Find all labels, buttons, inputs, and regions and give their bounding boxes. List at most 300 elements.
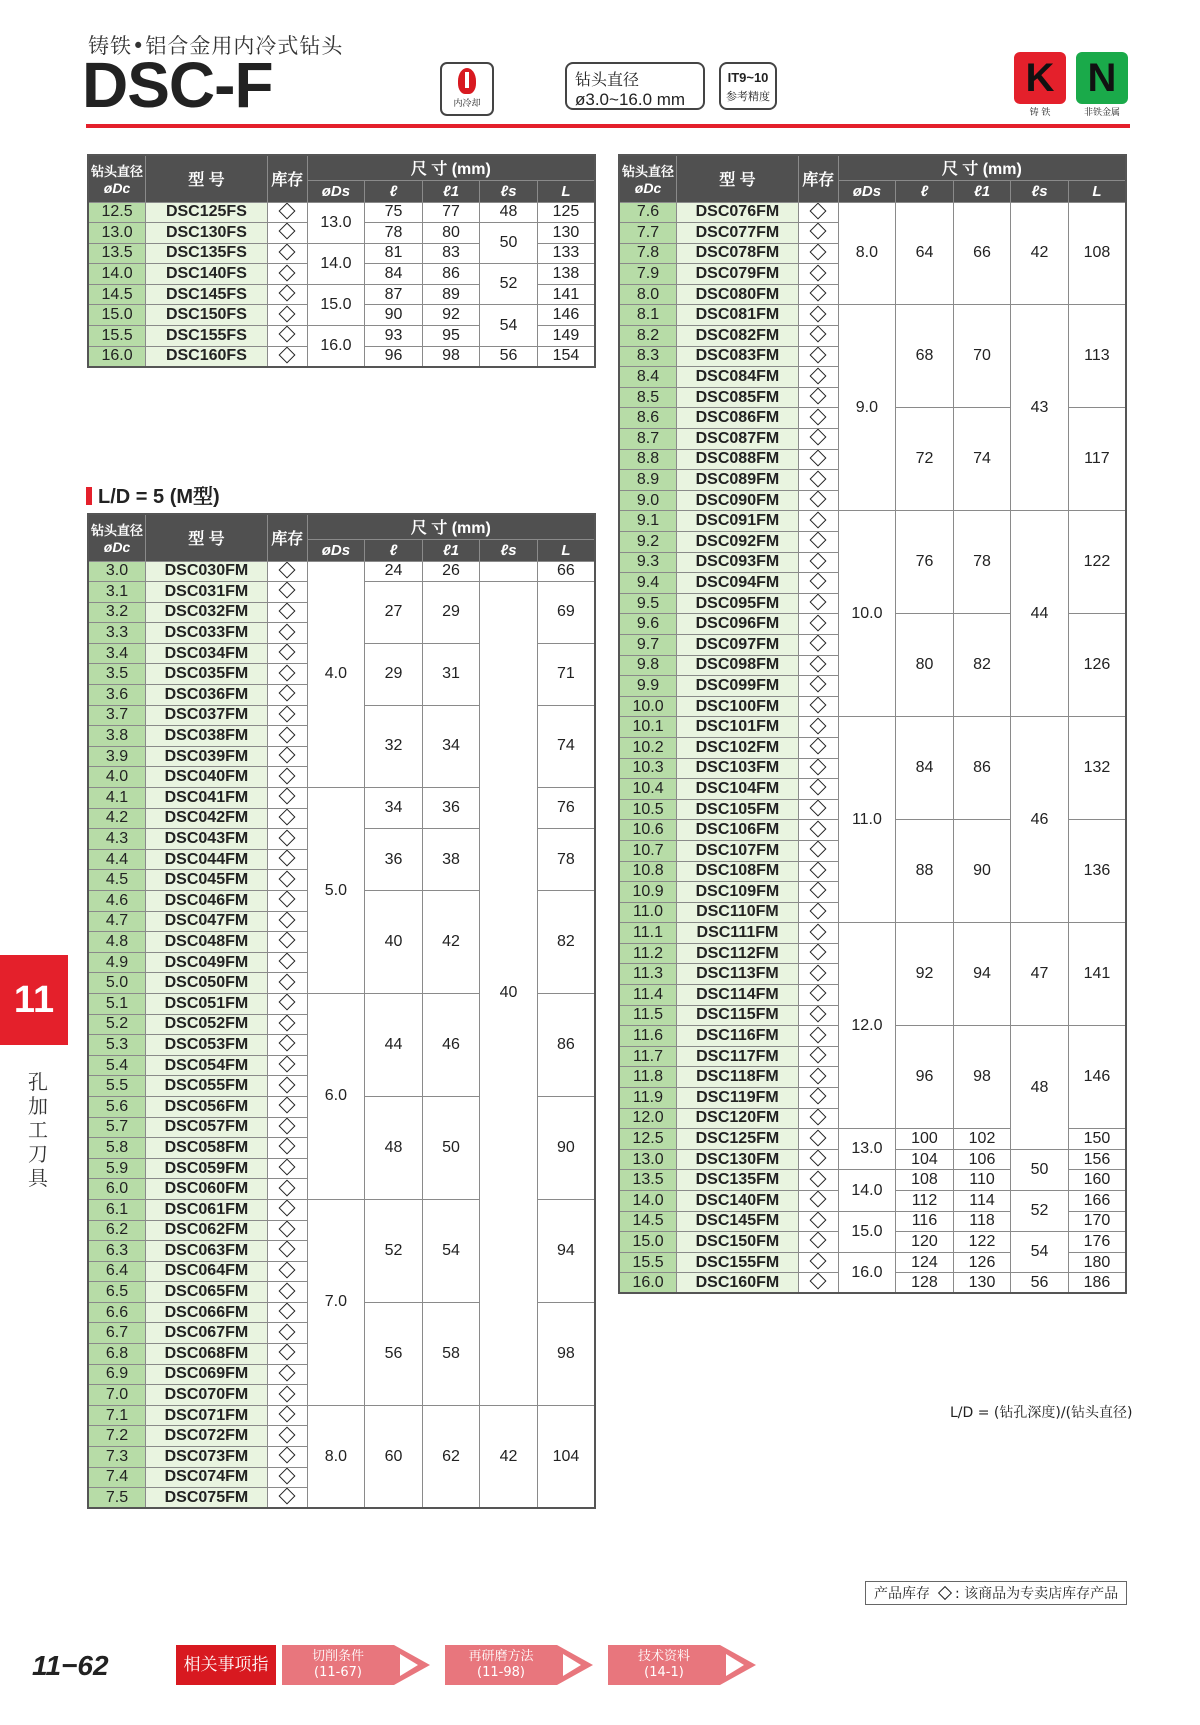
stock-diamond-icon bbox=[810, 841, 827, 858]
cell-diameter: 14.0 bbox=[88, 264, 146, 285]
cell-l1: 82 bbox=[953, 614, 1011, 717]
cell-model: DSC112FM bbox=[677, 943, 799, 964]
cell-l1: 83 bbox=[422, 243, 480, 264]
cell-diameter: 3.6 bbox=[88, 685, 146, 706]
cell-model: DSC052FM bbox=[146, 1014, 268, 1035]
cell-l1: 42 bbox=[422, 891, 480, 994]
header-ls: ℓs bbox=[1011, 180, 1069, 202]
cell-stock bbox=[798, 408, 838, 429]
cell-model: DSC039FM bbox=[146, 746, 268, 767]
header-ds: øDs bbox=[838, 180, 896, 202]
table-row bbox=[619, 511, 1126, 532]
cell-stock bbox=[798, 1232, 838, 1253]
cell-l1: 110 bbox=[953, 1170, 1011, 1191]
stock-diamond-icon bbox=[279, 1179, 296, 1196]
cell-stock bbox=[267, 1426, 307, 1447]
cell-model: DSC091FM bbox=[677, 511, 799, 532]
cell-stock bbox=[798, 820, 838, 841]
cell-model: DSC067FM bbox=[146, 1323, 268, 1344]
stock-diamond-icon bbox=[810, 1253, 827, 1270]
cell-diameter: 9.8 bbox=[619, 655, 677, 676]
cell-l1: 114 bbox=[953, 1191, 1011, 1212]
cell-model: DSC050FM bbox=[146, 973, 268, 994]
cell-l: 84 bbox=[365, 264, 423, 285]
cell-stock bbox=[267, 1302, 307, 1323]
material-k-badge: K bbox=[1014, 52, 1066, 104]
stock-diamond-icon bbox=[810, 1129, 827, 1146]
regrinding-method-link[interactable] bbox=[445, 1645, 595, 1685]
cell-stock bbox=[267, 1117, 307, 1138]
cell-stock bbox=[798, 1046, 838, 1067]
cell-model: DSC106FM bbox=[677, 820, 799, 841]
stock-diamond-icon bbox=[279, 582, 296, 599]
cell-model: DSC089FM bbox=[677, 470, 799, 491]
cell-stock bbox=[798, 264, 838, 285]
cell-diameter: 16.0 bbox=[619, 1273, 677, 1294]
cell-stock bbox=[798, 634, 838, 655]
cell-ls: 40 bbox=[480, 582, 538, 1406]
stock-diamond-icon bbox=[279, 1447, 296, 1464]
header-diameter bbox=[88, 155, 146, 202]
cell-model: DSC043FM bbox=[146, 829, 268, 850]
cell-diameter: 6.1 bbox=[88, 1199, 146, 1220]
cell-model: DSC115FM bbox=[677, 1005, 799, 1026]
cell-l: 133 bbox=[537, 243, 595, 264]
cell-diameter: 16.0 bbox=[88, 346, 146, 367]
cell-diameter: 15.5 bbox=[88, 326, 146, 347]
cell-model: DSC087FM bbox=[677, 429, 799, 450]
header-model: 型 号 bbox=[146, 514, 268, 561]
cell-model: DSC114FM bbox=[677, 985, 799, 1006]
cell-stock bbox=[798, 1005, 838, 1026]
cell-model: DSC042FM bbox=[146, 808, 268, 829]
cell-l: 66 bbox=[537, 561, 595, 582]
stock-diamond-icon bbox=[279, 1467, 296, 1484]
stock-diamond-icon bbox=[279, 264, 296, 281]
cell-l: 93 bbox=[365, 326, 423, 347]
stock-diamond-icon bbox=[810, 1211, 827, 1228]
cell-stock bbox=[267, 870, 307, 891]
header-l: L bbox=[1068, 180, 1126, 202]
cell-l1: 92 bbox=[422, 305, 480, 326]
spec-table-m-part2 bbox=[618, 154, 1127, 1294]
stock-diamond-icon bbox=[279, 602, 296, 619]
cell-l: 150 bbox=[1068, 1129, 1126, 1150]
cell-diameter: 4.9 bbox=[88, 952, 146, 973]
page-subtitle: 铸铁•铝合金用内冷式钻头 bbox=[88, 34, 344, 58]
stock-diamond-icon bbox=[279, 747, 296, 764]
stock-diamond-icon bbox=[279, 1117, 296, 1134]
cell-l: 32 bbox=[365, 705, 423, 787]
cell-stock bbox=[798, 882, 838, 903]
cell-diameter: 9.3 bbox=[619, 552, 677, 573]
cell-model: DSC104FM bbox=[677, 779, 799, 800]
cell-stock bbox=[267, 243, 307, 264]
cell-l: 88 bbox=[896, 820, 954, 923]
cell-stock bbox=[798, 429, 838, 450]
cell-stock bbox=[267, 1199, 307, 1220]
stock-diamond-icon bbox=[810, 388, 827, 405]
header-model: 型 号 bbox=[677, 155, 799, 202]
cell-ls: 56 bbox=[480, 346, 538, 367]
cell-model: DSC048FM bbox=[146, 932, 268, 953]
cell-model: DSC098FM bbox=[677, 655, 799, 676]
cell-diameter: 4.5 bbox=[88, 870, 146, 891]
cell-stock bbox=[267, 202, 307, 223]
stock-diamond-icon bbox=[279, 561, 296, 578]
cell-model: DSC071FM bbox=[146, 1405, 268, 1426]
stock-diamond-icon bbox=[810, 367, 827, 384]
cell-diameter: 10.4 bbox=[619, 779, 677, 800]
cell-l: 138 bbox=[537, 264, 595, 285]
cell-stock bbox=[267, 767, 307, 788]
cell-diameter: 6.4 bbox=[88, 1261, 146, 1282]
stock-diamond-icon bbox=[810, 635, 827, 652]
cell-model: DSC076FM bbox=[677, 202, 799, 223]
cell-ds: 15.0 bbox=[838, 1211, 896, 1252]
header-dimensions: 尺 寸 (mm) bbox=[307, 155, 595, 180]
cell-l1: 26 bbox=[422, 561, 480, 582]
cell-model: DSC034FM bbox=[146, 643, 268, 664]
technical-data-link[interactable] bbox=[608, 1645, 758, 1685]
stock-diamond-icon bbox=[810, 470, 827, 487]
stock-diamond-icon bbox=[810, 944, 827, 961]
cell-l: 96 bbox=[365, 346, 423, 367]
stock-diamond-icon bbox=[810, 491, 827, 508]
cell-ds: 16.0 bbox=[838, 1252, 896, 1293]
cell-model: DSC077FM bbox=[677, 223, 799, 244]
cell-ls: 52 bbox=[1011, 1191, 1069, 1232]
cell-l1: 66 bbox=[953, 202, 1011, 305]
header-diameter-label: 钻头直径 bbox=[622, 164, 675, 180]
cell-diameter: 11.5 bbox=[619, 1005, 677, 1026]
cell-diameter: 11.9 bbox=[619, 1088, 677, 1109]
cell-l: 87 bbox=[365, 284, 423, 305]
cell-model: DSC116FM bbox=[677, 1026, 799, 1047]
stock-diamond-icon bbox=[810, 985, 827, 1002]
cell-l: 136 bbox=[1068, 820, 1126, 923]
cell-l: 124 bbox=[896, 1252, 954, 1273]
cell-model: DSC095FM bbox=[677, 593, 799, 614]
cell-diameter: 4.6 bbox=[88, 891, 146, 912]
cell-l: 116 bbox=[896, 1211, 954, 1232]
cell-diameter: 15.0 bbox=[619, 1232, 677, 1253]
stock-diamond-icon bbox=[279, 1200, 296, 1217]
cell-diameter: 14.5 bbox=[619, 1211, 677, 1232]
cell-diameter: 9.9 bbox=[619, 676, 677, 697]
cell-ls: 54 bbox=[480, 305, 538, 346]
cell-diameter: 8.4 bbox=[619, 367, 677, 388]
cell-diameter: 10.9 bbox=[619, 882, 677, 903]
stock-diamond-icon bbox=[810, 449, 827, 466]
stock-diamond-icon bbox=[279, 1076, 296, 1093]
cell-model: DSC068FM bbox=[146, 1344, 268, 1365]
cell-diameter: 3.9 bbox=[88, 746, 146, 767]
cell-l1: 102 bbox=[953, 1129, 1011, 1150]
cell-diameter: 9.6 bbox=[619, 614, 677, 635]
stock-diamond-icon bbox=[279, 202, 296, 219]
cell-l: 90 bbox=[537, 1096, 595, 1199]
cell-stock bbox=[798, 284, 838, 305]
cell-diameter: 10.8 bbox=[619, 861, 677, 882]
header-stock: 库存 bbox=[798, 155, 838, 202]
cell-stock bbox=[267, 664, 307, 685]
cell-stock bbox=[267, 284, 307, 305]
stock-diamond-icon bbox=[279, 1035, 296, 1052]
cell-diameter: 12.0 bbox=[619, 1108, 677, 1129]
stock-diamond-icon bbox=[810, 738, 827, 755]
cell-diameter: 8.1 bbox=[619, 305, 677, 326]
diameter-range: ø3.0~16.0 mm bbox=[575, 90, 686, 109]
cell-l: 104 bbox=[537, 1405, 595, 1508]
cell-l1: 31 bbox=[422, 643, 480, 705]
cell-diameter: 11.4 bbox=[619, 985, 677, 1006]
cell-diameter: 7.1 bbox=[88, 1405, 146, 1426]
cell-model: DSC094FM bbox=[677, 573, 799, 594]
stock-diamond-icon bbox=[279, 1159, 296, 1176]
cell-ls: 44 bbox=[1011, 511, 1069, 717]
cell-diameter: 6.0 bbox=[88, 1179, 146, 1200]
cell-diameter: 4.0 bbox=[88, 767, 146, 788]
cell-stock bbox=[267, 829, 307, 850]
link-label: 切削条件 bbox=[311, 1649, 364, 1664]
cell-stock bbox=[267, 808, 307, 829]
cutting-conditions-link[interactable] bbox=[282, 1645, 432, 1685]
stock-diamond-icon bbox=[810, 861, 827, 878]
cell-model: DSC060FM bbox=[146, 1179, 268, 1200]
stock-legend bbox=[865, 1581, 1127, 1605]
cell-stock bbox=[267, 1364, 307, 1385]
cell-l1: 86 bbox=[953, 717, 1011, 820]
stock-diamond-icon bbox=[279, 1303, 296, 1320]
cell-diameter: 7.5 bbox=[88, 1488, 146, 1509]
page-title: DSC-F bbox=[82, 49, 273, 121]
stock-diamond-icon bbox=[279, 243, 296, 260]
cell-stock bbox=[798, 202, 838, 223]
cell-diameter: 11.1 bbox=[619, 923, 677, 944]
stock-diamond-icon bbox=[810, 573, 827, 590]
cell-diameter: 9.1 bbox=[619, 511, 677, 532]
cell-model: DSC107FM bbox=[677, 840, 799, 861]
cell-model: DSC080FM bbox=[677, 284, 799, 305]
cell-stock bbox=[798, 614, 838, 635]
stock-diamond-icon bbox=[810, 1005, 827, 1022]
cell-diameter: 4.2 bbox=[88, 808, 146, 829]
cell-l: 69 bbox=[537, 582, 595, 644]
cell-ls: 42 bbox=[480, 1405, 538, 1508]
cell-diameter: 5.7 bbox=[88, 1117, 146, 1138]
cell-l: 154 bbox=[537, 346, 595, 367]
cell-model: DSC059FM bbox=[146, 1158, 268, 1179]
cell-l1: 62 bbox=[422, 1405, 480, 1508]
cell-l: 130 bbox=[537, 223, 595, 244]
cell-model: DSC054FM bbox=[146, 1055, 268, 1076]
stock-diamond-icon bbox=[810, 1026, 827, 1043]
cell-l: 84 bbox=[896, 717, 954, 820]
chapter-tab-text: 孔加工刀具 bbox=[28, 1070, 48, 1190]
stock-diamond-icon bbox=[279, 1056, 296, 1073]
cell-l: 176 bbox=[1068, 1232, 1126, 1253]
cell-l1: 58 bbox=[422, 1302, 480, 1405]
cell-model: DSC099FM bbox=[677, 676, 799, 697]
cell-stock bbox=[267, 223, 307, 244]
cell-diameter: 7.6 bbox=[619, 202, 677, 223]
cell-stock bbox=[267, 1282, 307, 1303]
header-model: 型 号 bbox=[146, 155, 268, 202]
stock-diamond-icon bbox=[810, 305, 827, 322]
cell-model: DSC160FM bbox=[677, 1273, 799, 1294]
cell-l: 29 bbox=[365, 643, 423, 705]
header-l1: ℓ1 bbox=[953, 180, 1011, 202]
stock-diamond-icon bbox=[279, 953, 296, 970]
cell-stock bbox=[798, 676, 838, 697]
stock-diamond-icon bbox=[279, 911, 296, 928]
cell-model: DSC081FM bbox=[677, 305, 799, 326]
stock-diamond-icon bbox=[279, 1220, 296, 1237]
cell-l: 186 bbox=[1068, 1273, 1126, 1294]
cell-l1: 34 bbox=[422, 705, 480, 787]
cell-diameter: 6.5 bbox=[88, 1282, 146, 1303]
cell-diameter: 5.9 bbox=[88, 1158, 146, 1179]
cell-l1: 94 bbox=[953, 923, 1011, 1026]
stock-diamond-icon bbox=[279, 623, 296, 640]
cell-l1: 106 bbox=[953, 1149, 1011, 1170]
stock-diamond-icon bbox=[810, 882, 827, 899]
stock-diamond-icon bbox=[810, 202, 827, 219]
cell-stock bbox=[267, 1096, 307, 1117]
stock-diamond-icon bbox=[810, 676, 827, 693]
cell-model: DSC035FM bbox=[146, 664, 268, 685]
cell-ls: 47 bbox=[1011, 923, 1069, 1026]
cell-stock bbox=[267, 305, 307, 326]
cell-diameter: 11.3 bbox=[619, 964, 677, 985]
cell-l1: 130 bbox=[953, 1273, 1011, 1294]
cell-diameter: 12.5 bbox=[619, 1129, 677, 1150]
header-diameter-symbol: øDc bbox=[103, 539, 131, 556]
cell-stock bbox=[267, 1179, 307, 1200]
cell-stock bbox=[798, 387, 838, 408]
cell-stock bbox=[267, 582, 307, 603]
stock-diamond-icon bbox=[279, 664, 296, 681]
cell-l: 98 bbox=[537, 1302, 595, 1405]
cell-diameter: 5.5 bbox=[88, 1076, 146, 1097]
cell-diameter: 8.7 bbox=[619, 429, 677, 450]
table-row bbox=[88, 202, 595, 223]
cell-l: 36 bbox=[365, 829, 423, 891]
cell-stock bbox=[798, 655, 838, 676]
cell-model: DSC030FM bbox=[146, 561, 268, 582]
table-row bbox=[619, 717, 1126, 738]
cell-l: 48 bbox=[365, 1096, 423, 1199]
cell-model: DSC033FM bbox=[146, 623, 268, 644]
cell-l1: 98 bbox=[422, 346, 480, 367]
cell-stock bbox=[267, 1488, 307, 1509]
cell-l: 80 bbox=[896, 614, 954, 717]
stock-diamond-icon bbox=[810, 1088, 827, 1105]
cell-l: 78 bbox=[365, 223, 423, 244]
stock-legend-label: 产品库存 bbox=[874, 1586, 930, 1602]
cell-diameter: 5.0 bbox=[88, 973, 146, 994]
cell-model: DSC073FM bbox=[146, 1447, 268, 1468]
cell-diameter: 11.7 bbox=[619, 1046, 677, 1067]
cell-model: DSC045FM bbox=[146, 870, 268, 891]
cell-stock bbox=[798, 1252, 838, 1273]
cell-l: 180 bbox=[1068, 1252, 1126, 1273]
stock-diamond-icon bbox=[810, 594, 827, 611]
stock-diamond-icon bbox=[810, 552, 827, 569]
stock-diamond-icon bbox=[810, 1047, 827, 1064]
cell-diameter: 10.0 bbox=[619, 696, 677, 717]
stock-diamond-icon bbox=[279, 1426, 296, 1443]
cell-stock bbox=[798, 943, 838, 964]
stock-diamond-icon bbox=[810, 820, 827, 837]
cell-model: DSC110FM bbox=[677, 902, 799, 923]
stock-diamond-icon bbox=[810, 758, 827, 775]
cell-l: 60 bbox=[365, 1405, 423, 1508]
cell-ds: 4.0 bbox=[307, 561, 365, 788]
cell-model: DSC079FM bbox=[677, 264, 799, 285]
cell-diameter: 6.9 bbox=[88, 1364, 146, 1385]
cell-diameter: 8.8 bbox=[619, 449, 677, 470]
cell-ds: 13.0 bbox=[838, 1129, 896, 1170]
cell-l: 132 bbox=[1068, 717, 1126, 820]
cell-l: 126 bbox=[1068, 614, 1126, 717]
cell-diameter: 12.5 bbox=[88, 202, 146, 223]
cell-diameter: 8.6 bbox=[619, 408, 677, 429]
header-diameter-label: 钻头直径 bbox=[91, 164, 144, 180]
cell-ds: 6.0 bbox=[307, 993, 365, 1199]
cell-ds: 12.0 bbox=[838, 923, 896, 1129]
stock-diamond-icon bbox=[279, 346, 296, 363]
cell-model: DSC065FM bbox=[146, 1282, 268, 1303]
cell-l: 100 bbox=[896, 1129, 954, 1150]
cell-diameter: 7.7 bbox=[619, 223, 677, 244]
cell-model: DSC055FM bbox=[146, 1076, 268, 1097]
stock-diamond-icon bbox=[810, 1273, 827, 1290]
cell-stock bbox=[798, 1129, 838, 1150]
header-l: ℓ bbox=[365, 539, 423, 561]
cell-l: 170 bbox=[1068, 1211, 1126, 1232]
cell-stock bbox=[267, 932, 307, 953]
cell-stock bbox=[798, 1026, 838, 1047]
cell-model: DSC135FS bbox=[146, 243, 268, 264]
stock-diamond-icon bbox=[279, 705, 296, 722]
cell-diameter: 10.3 bbox=[619, 758, 677, 779]
header-l1: ℓ1 bbox=[422, 539, 480, 561]
cell-l: 75 bbox=[365, 202, 423, 223]
stock-diamond-icon bbox=[279, 829, 296, 846]
cell-model: DSC102FM bbox=[677, 737, 799, 758]
cell-diameter: 8.3 bbox=[619, 346, 677, 367]
cell-stock bbox=[267, 1014, 307, 1035]
cell-l1: 46 bbox=[422, 993, 480, 1096]
cell-diameter: 7.4 bbox=[88, 1467, 146, 1488]
cell-stock bbox=[267, 685, 307, 706]
table-row bbox=[88, 561, 595, 582]
cell-model: DSC072FM bbox=[146, 1426, 268, 1447]
related-guide-label: 相关事项指南 bbox=[176, 1645, 276, 1685]
cell-ds: 11.0 bbox=[838, 717, 896, 923]
cell-stock bbox=[267, 1323, 307, 1344]
cell-diameter: 9.0 bbox=[619, 490, 677, 511]
cell-diameter: 6.2 bbox=[88, 1220, 146, 1241]
cell-l: 108 bbox=[1068, 202, 1126, 305]
stock-diamond-icon bbox=[810, 1067, 827, 1084]
cell-model: DSC041FM bbox=[146, 788, 268, 809]
chapter-tab[interactable]: 11 bbox=[0, 955, 68, 1045]
cell-l1: 90 bbox=[953, 820, 1011, 923]
cell-diameter: 15.5 bbox=[619, 1252, 677, 1273]
